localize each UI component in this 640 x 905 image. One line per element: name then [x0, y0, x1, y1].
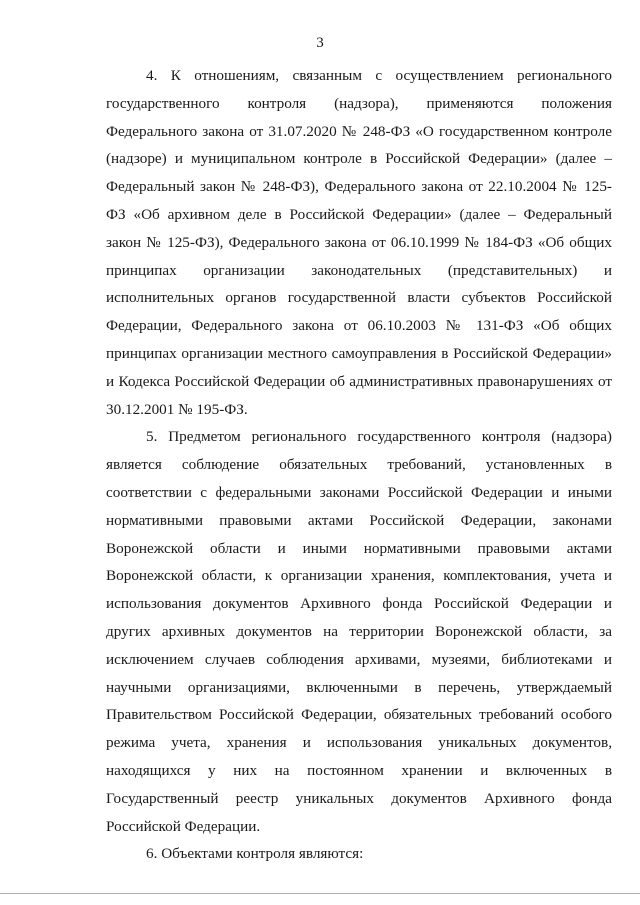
- text-line: Федерации, Федерального закона от 06.10.2003 № 131-ФЗ «Об общих: [106, 317, 612, 335]
- text-line: принципах организации законодательных (представительных) и: [106, 261, 612, 279]
- text-line: режима учета, хранения и использования уникальных документов,: [106, 734, 612, 752]
- text-line: исключением случаев соблюдения архивами, музеями, библиотеками и: [106, 650, 612, 668]
- text-line: является соблюдение обязательных требований, установленных в: [106, 456, 612, 474]
- text-line: нормативными правовыми актами Российской Федерации, законами: [106, 511, 612, 529]
- text-line: Государственный реестр уникальных документов Архивного фонда: [106, 789, 612, 807]
- text-line: Федерального закона от 31.07.2020 № 248-ФЗ «О государственном контроле: [106, 122, 612, 140]
- text-line: 30.12.2001 № 195-ФЗ.: [106, 400, 248, 418]
- text-line: Российской Федерации.: [106, 817, 261, 835]
- text-line: научными организациями, включенными в перечень, утверждаемый: [106, 678, 612, 696]
- text-line: Воронежской области, к организации хранения, комплектования, учета и: [106, 567, 612, 585]
- page-bottom-rule: [0, 893, 640, 894]
- text-line: 6. Объектами контроля являются:: [146, 845, 364, 863]
- text-line: находящихся у них на постоянном хранении и включенных в: [106, 761, 612, 779]
- text-line: и Кодекса Российской Федерации об административных правонарушениях от: [106, 372, 612, 390]
- text-line: (надзоре) и муниципальном контроле в Российской Федерации» (далее –: [106, 150, 612, 168]
- text-line: использования документов Архивного фонда Российской Федерации и: [106, 595, 612, 613]
- document-body: [106, 62, 612, 868]
- text-line: государственного контроля (надзора), применяются положения: [106, 94, 612, 112]
- text-line: 4. К отношениям, связанным с осуществлением регионального: [146, 67, 612, 84]
- text-line: Правительством Российской Федерации, обязательных требований особого: [106, 706, 612, 724]
- text-line: закон № 125-ФЗ), Федерального закона от 06.10.1999 № 184-ФЗ «Об общих: [106, 233, 612, 251]
- text-line: Федеральный закон № 248-ФЗ), Федерального закона от 22.10.2004 № 125-: [106, 178, 612, 196]
- text-line: 5. Предметом регионального государственного контроля (надзора): [146, 428, 612, 446]
- text-line: ФЗ «Об архивном деле в Российской Федерации» (далее – Федеральный: [106, 205, 612, 223]
- page-number: 3: [316, 35, 324, 51]
- text-line: принципах организации местного самоуправления в Российской Федерации»: [106, 344, 612, 362]
- text-line: других архивных документов на территории Воронежской области, за: [106, 622, 612, 640]
- text-line: Воронежской области и иными нормативными правовыми актами: [106, 539, 612, 557]
- text-line: исполнительных органов государственной власти субъектов Российской: [106, 289, 612, 307]
- text-line: соответствии с федеральными законами Российской Федерации и иными: [106, 483, 612, 501]
